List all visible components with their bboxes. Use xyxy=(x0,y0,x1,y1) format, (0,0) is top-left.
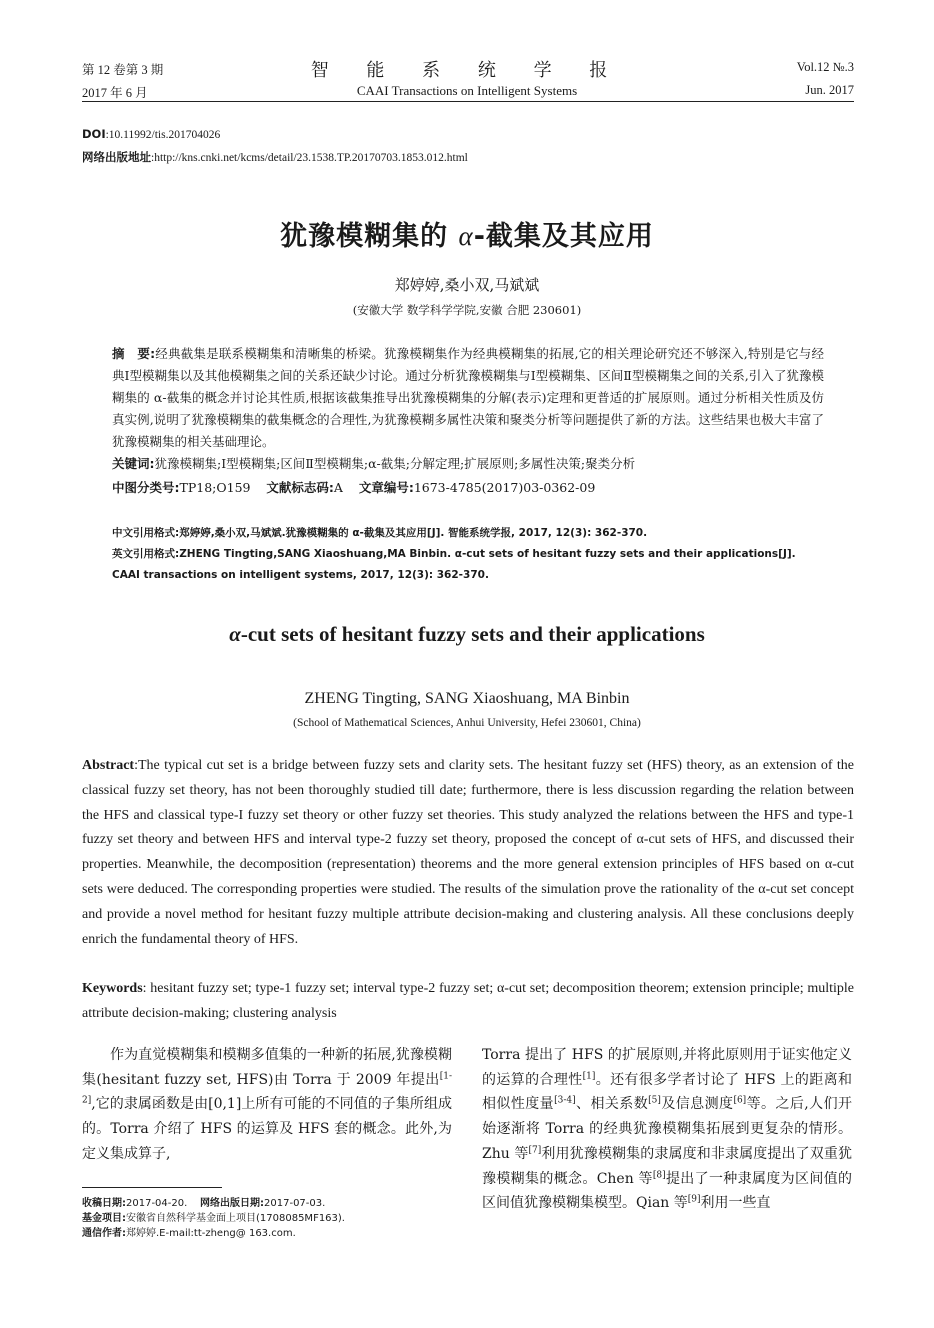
title-en-alpha: α xyxy=(229,622,241,646)
affiliation-cn: (安徽大学 数学科学学院,安徽 合肥 230601) xyxy=(352,303,582,317)
paper-title-en xyxy=(0,622,934,647)
volume-issue-en: Vol.12 №.3 xyxy=(796,60,854,74)
paper-title-cn xyxy=(0,214,934,253)
header-rule xyxy=(82,101,854,102)
body-text: 等。之后,人们开始逐渐将 Torra 的经典犹豫模糊集拓展到更复杂的情形。Zhu 等 xyxy=(482,1096,853,1162)
article-no-label: 文章编号: xyxy=(358,480,414,495)
affiliation-en: (School of Mathematical Sciences, Anhui University, Hefei 230601, China) xyxy=(293,717,641,729)
title-cn-alpha: α xyxy=(458,221,474,251)
doi-value: :10.11992/tis.201704026 xyxy=(105,129,221,141)
body-text: 利用一些直 xyxy=(700,1195,771,1212)
online-label: 网络出版日期: xyxy=(200,1198,265,1209)
keywords-cn-label: 关键词: xyxy=(112,456,155,471)
article-no-value: 1673-4785(2017)03-0362-09 xyxy=(413,480,596,495)
ref-citation[interactable]: [8] xyxy=(652,1169,666,1180)
citation-en: 英文引用格式:ZHENG Tingting,SANG Xiaoshuang,MA Binbin. α-cut sets of hesitant fuzzy sets and their applications[J]. CAAI transactions on intelligent systems, 2017, 12(3): 362-370. xyxy=(112,548,796,581)
journal-name-cn: 智 能 系 统 学 报 xyxy=(310,60,624,81)
url-label: 网络出版地址 xyxy=(82,150,151,164)
ref-citation[interactable]: [5] xyxy=(648,1095,661,1106)
body-text: 作为直觉模糊集和模糊多值集的一种新的拓展,犹豫模糊集(hesitant fuzzy set, HFS)由 Torra 于 2009 年提出 xyxy=(82,1047,452,1088)
received-date: 2017-04-20. xyxy=(126,1198,188,1209)
doc-code-value: A xyxy=(333,480,343,495)
ref-citation[interactable]: [3-4] xyxy=(554,1095,576,1106)
keywords-en-text: : hesitant fuzzy set; type-1 fuzzy set; interval type-2 fuzzy set; α-cut set; decomposition theorem; extension principle; multiple attribute decision-making; clustering analysis xyxy=(82,981,854,1021)
keywords-cn xyxy=(112,453,824,475)
footnote xyxy=(82,1196,452,1241)
classification-line xyxy=(112,477,824,499)
ref-citation[interactable]: [7] xyxy=(528,1145,542,1156)
clc-value: TP18;O159 xyxy=(179,480,251,495)
body-text: ,它的隶属函数是由[0,1]上所有可能的不同值的子集所组成的。Torra 介绍了 HFS 的运算及 HFS 套的概念。此外,为定义集成算子, xyxy=(82,1096,452,1162)
date-en: Jun. 2017 xyxy=(805,83,854,97)
authors-en: ZHENG Tingting, SANG Xiaoshuang, MA Binbin xyxy=(304,690,630,707)
abstract-cn xyxy=(112,343,824,453)
corr-value: 郑婷婷.E-mail:tt-zheng@ 163.com. xyxy=(126,1228,296,1239)
footnote-dates xyxy=(82,1196,452,1211)
abstract-en-label: Abstract xyxy=(82,758,135,773)
title-en-rest: -cut sets of hesitant fuzzy sets and their applications xyxy=(240,622,705,646)
abstract-en-text: :The typical cut set is a bridge between fuzzy sets and clarity sets. The hesitant fuzzy set (HFS) theory, as an extension of the classical fuzzy set theory, has not been thoroughly studied till date; furthermore, there is less discussion regarding the relation between the HFS and classical type-I fuzzy set theory or other fuzzy set theories. This study analyzed the relations between the HFS and type-1 fuzzy set theory and between HFS and interval type-2 fuzzy set theory, proposed the concept of α-cut sets of HFS, and discussed their properties. Meanwhile, the decomposition (representation) theorems and the more general extension principles of HFS based on α-cut sets were deduced. The corresponding properties were studied. The results of the simulation prove the rationality of the α-cut set concept and provide a novel method for hesitant fuzzy multiple attribute decision-making and clustering analysis. All these conclusions deeply enrich the fundamental theory of HFS. xyxy=(82,758,854,947)
online-date: 2017-07-03. xyxy=(264,1198,326,1209)
body-paragraph xyxy=(482,1043,852,1216)
abstract-cn-label: 摘 要: xyxy=(112,346,156,361)
ref-citation[interactable]: [1-2] xyxy=(82,1071,452,1106)
body-text: 及信息测度 xyxy=(660,1096,734,1113)
abstract-en xyxy=(82,754,854,952)
body-text: 。还有很多学者讨论了 HFS 上的距离和相似性度量 xyxy=(482,1071,852,1113)
body-text: 提出了一种隶属度为区间值的区间值犹豫模糊集模型。Qian 等 xyxy=(482,1170,852,1212)
keywords-cn-text: 犹豫模糊集;Ⅰ型模糊集;区间Ⅱ型模糊集;α-截集;分解定理;扩展原则;多属性决策;聚类分析 xyxy=(154,456,636,471)
footnote-rule xyxy=(82,1187,222,1188)
ref-citation[interactable]: [6] xyxy=(733,1095,747,1106)
volume-issue-cn: 第 12 卷第 3 期 xyxy=(82,63,164,77)
clc-label: 中图分类号: xyxy=(112,480,180,495)
received-label: 收稿日期: xyxy=(82,1198,126,1209)
body-text: Torra 提出了 HFS 的扩展原则,并将此原则用于证实他定义的运算的合理性 xyxy=(482,1047,852,1088)
authors-cn: 郑婷婷,桑小双,马斌斌 xyxy=(394,276,540,294)
doc-code-label: 文献标志码: xyxy=(266,480,334,495)
date-cn: 2017 年 6 月 xyxy=(82,86,148,100)
journal-name-en: CAAI Transactions on Intelligent Systems xyxy=(356,83,578,98)
body-right-column xyxy=(482,1043,852,1216)
body-text: 、相关系数 xyxy=(575,1096,649,1113)
url-line xyxy=(82,149,468,165)
doi-line xyxy=(82,127,220,141)
ref-citation[interactable]: [1] xyxy=(582,1071,596,1082)
body-paragraph xyxy=(82,1043,452,1167)
title-cn-part1: 犹豫模糊集的 xyxy=(280,221,459,252)
doi-label: DOI xyxy=(82,127,106,141)
corr-label: 通信作者: xyxy=(82,1228,126,1239)
title-cn-part2: -截集及其应用 xyxy=(473,221,654,252)
body-left-column xyxy=(82,1043,452,1167)
citation-cn: 中文引用格式:郑婷婷,桑小双,马斌斌.犹豫模糊集的 α-截集及其应用[J]. 智能系统学报, 2017, 12(3): 362-370. xyxy=(112,527,648,539)
keywords-en-label: Keywords xyxy=(82,981,143,996)
keywords-en xyxy=(82,977,854,1027)
footnote-fund xyxy=(82,1211,452,1226)
fund-label: 基金项目: xyxy=(82,1213,126,1224)
ref-citation[interactable]: [9] xyxy=(687,1194,701,1205)
footnote-corr xyxy=(82,1226,452,1241)
body-text: 利用犹豫模糊集的隶属度和非隶属度提出了双重犹豫模糊集的概念。Chen 等 xyxy=(482,1145,852,1187)
fund-value: 安徽省自然科学基金面上项目(1708085MF163). xyxy=(126,1213,345,1224)
abstract-cn-text: 经典截集是联系模糊集和清晰集的桥梁。犹豫模糊集作为经典模糊集的拓展,它的相关理论研究还不够深入,特别是它与经典Ⅰ型模糊集以及其他模糊集之间的关系还缺少讨论。通过分析犹豫模糊集与Ⅰ型模糊集、区间Ⅱ型模糊集之间的关系,引入了犹豫模糊集的 α-截集的概念并讨论其性质,根据该截集推导出犹豫模糊集的分解(表示)定理和更普适的扩展原则。通过分析相关性质及仿真实例,说明了犹豫模糊集的截集概念的合理性,为犹豫模糊多属性决策和聚类分析等问题提供了新的方法。这些结果也极大丰富了犹豫模糊集的相关基础理论。 xyxy=(112,346,824,449)
url-value[interactable]: :http://kns.cnki.net/kcms/detail/23.1538.TP.20170703.1853.012.html xyxy=(151,152,468,164)
